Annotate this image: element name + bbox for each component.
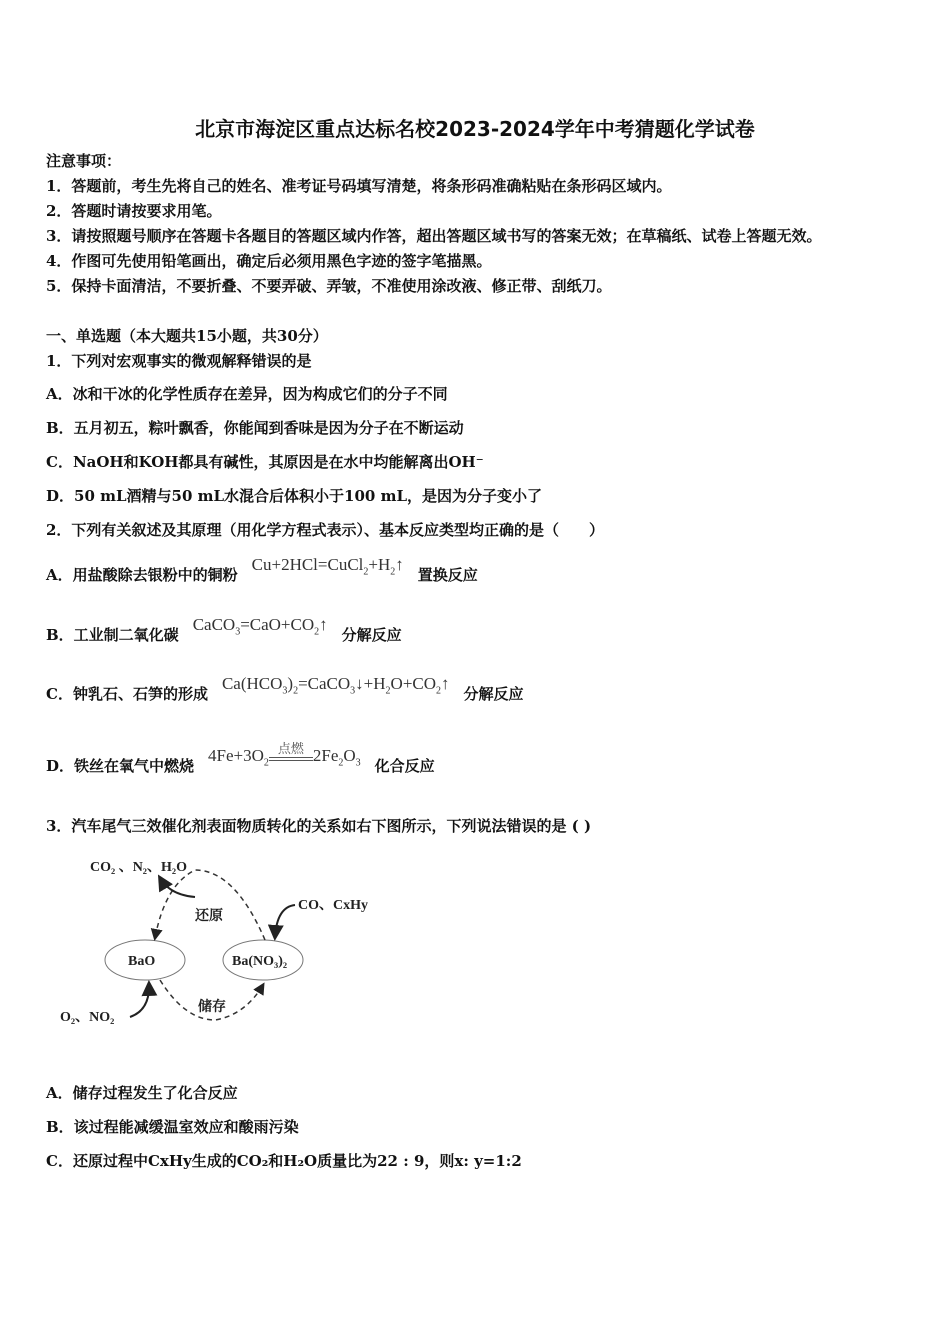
question-1-stem: 1．下列对宏观事实的微观解释错误的是 [46, 352, 312, 370]
q3-option-a: A．储存过程发生了化合反应 [46, 1084, 238, 1102]
reaction-type: 分解反应 [341, 626, 402, 644]
option-label: A．用盐酸除去银粉中的铜粉 [46, 566, 238, 584]
option-label: C．钟乳石、石笋的形成 [46, 685, 208, 703]
reductants: CO、CxHy [298, 898, 368, 913]
catalyst-diagram [55, 845, 395, 1035]
right-node: Ba(NO₃)₂ [232, 954, 288, 969]
option-label: B．工业制二氧化碳 [46, 626, 179, 644]
q2-option-b [46, 615, 402, 652]
notice-item: 1．答题前，考生先将自己的姓名、准考证号码填写清楚，将条形码准确粘贴在条形码区域内。 [46, 177, 672, 195]
notice-heading: 注意事项： [46, 152, 122, 170]
equation: $4Fe+3O_2$ 点燃 $2Fe_2O_3$ [208, 741, 361, 769]
reaction-type: 化合反应 [374, 757, 435, 775]
page-title: 北京市海淀区重点达标名校2023-2024学年中考猜题化学试卷 [195, 117, 755, 141]
q3-option-c: C．还原过程中CxHy生成的CO₂和H₂O质量比为22 : 9，则x: y=1:2 [46, 1152, 522, 1170]
question-3-stem: 3．汽车尾气三效催化剂表面物质转化的关系如右下图所示，下列说法错误的是 ( ) [46, 817, 592, 835]
reaction-type: 置换反应 [417, 566, 478, 584]
equation: $CaCO_3=CaO+CO_2↑$ [192, 615, 328, 638]
reaction-type: 分解反应 [463, 685, 524, 703]
notice-item: 4．作图可先使用铅笔画出，确定后必须用黑色字迹的签字笔描黑。 [46, 252, 492, 270]
inputs: O₂、NO₂ [60, 1010, 115, 1025]
q2-option-d [46, 741, 435, 783]
q3-option-b: B．该过程能减缓温室效应和酸雨污染 [46, 1118, 299, 1136]
top-products: CO₂ 、N₂、H₂O [90, 860, 187, 875]
question-2-stem: 2．下列有关叙述及其原理（用化学方程式表示）、基本反应类型均正确的是（ ） [46, 521, 604, 539]
bottom-label: 储存 [198, 1000, 226, 1015]
q1-option-d: D．50 mL酒精与50 mL水混合后体积小于100 mL，是因为分子变小了 [46, 487, 542, 505]
equation: $Ca(HCO_3)_2=CaCO_3↓+H_2O+CO_2↑$ [221, 674, 450, 697]
q1-option-c: C．NaOH和KOH都具有碱性，其原因是在水中均能解离出OH⁻ [46, 453, 484, 471]
notice-item: 5．保持卡面清洁，不要折叠、不要弄破、弄皱，不准使用涂改液、修正带、刮纸刀。 [46, 277, 612, 295]
q1-option-b: B．五月初五，粽叶飘香，你能闻到香味是因为分子在不断运动 [46, 419, 464, 437]
reaction-condition: 点燃 [277, 741, 304, 756]
q2-option-a [46, 555, 478, 592]
notice-item: 3．请按照题号顺序在答题卡各题目的答题区域内作答，超出答题区域书写的答案无效；在草稿纸、试卷上答题无效。 [46, 227, 822, 245]
top-label: 还原 [195, 909, 223, 924]
notice-item: 2．答题时请按要求用笔。 [46, 202, 222, 220]
section-heading: 一、单选题（本大题共15小题，共30分） [46, 327, 328, 345]
option-label: D．铁丝在氧气中燃烧 [46, 757, 195, 775]
q1-option-a: A．冰和干冰的化学性质存在差异，因为构成它们的分子不同 [46, 385, 448, 403]
equation: $Cu+2HCl=CuCl_2+H_2↑$ [251, 555, 404, 578]
q2-option-c [46, 674, 524, 711]
left-node: BaO [128, 954, 156, 969]
